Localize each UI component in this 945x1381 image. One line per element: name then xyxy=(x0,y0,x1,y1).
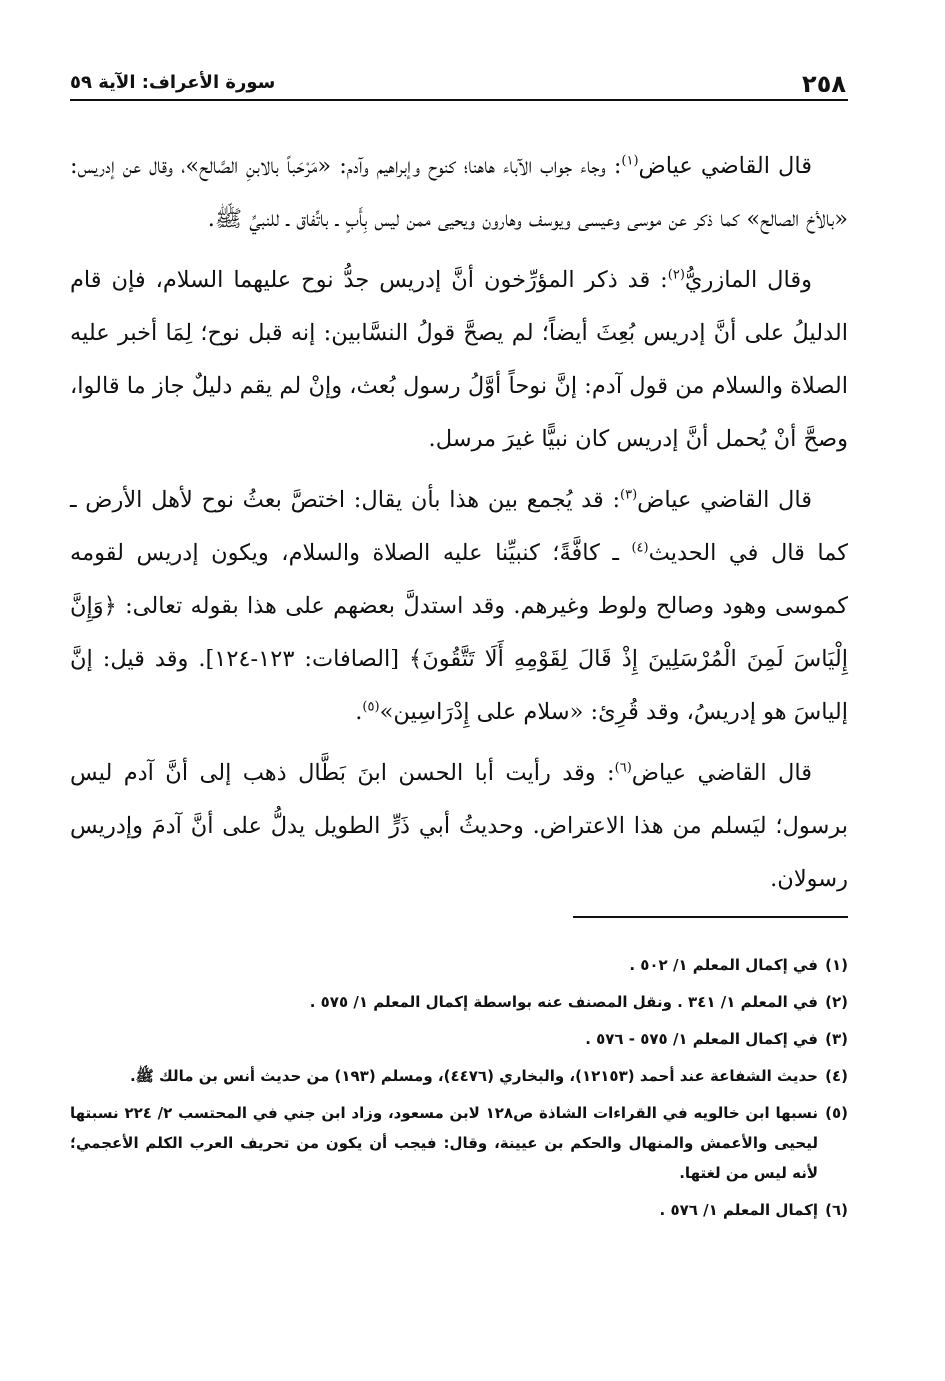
paragraph-2 xyxy=(70,254,848,466)
header-rule xyxy=(70,99,848,101)
footnote-text: في إكمال المعلم ١/ ٥٧٥ - ٥٧٦ . xyxy=(585,1030,818,1048)
footnote-ref: (٢) xyxy=(667,267,685,283)
footnote-text: في إكمال المعلم ١/ ٥٠٢ . xyxy=(629,956,818,974)
running-head: سورة الأعراف: الآية ٥٩ xyxy=(70,72,276,93)
footnote-ref: (٦) xyxy=(614,760,632,776)
paragraph-4 xyxy=(70,747,848,906)
footnote xyxy=(70,1195,848,1225)
paragraph-1 xyxy=(70,140,848,246)
page-number: ٢٥٨ xyxy=(802,70,846,98)
text-run: ـ كافَّةً؛ كنبيِّنا عليه الصلاة والسلام، ويكون إدريس لقومه كموسى وهود وصالح ولوط وغيرهم. وقد استدلَّ بعضهم على هذا بقوله تعالى: ﴿وَإِنَّ إِلْيَاسَ لَمِنَ الْمُرْسَلِينَ إِذْ قَالَ لِقَوْمِهِ أَلَا تَتَّقُونَ﴾ [الصافات: ١٢٣-١٢٤]. وقد قيل: إنَّ إلياسَ هو إدريسُ، وقد قُرِئ: «سلام على إِدْرَاسِين» xyxy=(70,540,848,725)
page-header xyxy=(70,66,848,98)
text-run: : قد يُجمع بين هذا بأن يقال: اختصَّ بعثُ نوح لأهل الأرض ـ كما قال في الحديث xyxy=(70,487,848,566)
text-run: : قد ذكر المؤرِّخون أنَّ إدريس جدُّ نوح عليهما السلام، فإن قام الدليلُ على أنَّ إدريس بُعِثَ أيضاً؛ لم يصحَّ قولُ النسَّابين: إنه قبل نوح؛ لِمَا أخبر عليه الصلاة والسلام من قول آدم: إنَّ نوحاً أوَّلُ رسول بُعث، وإنْ لم يقم دليلٌ جاز ما قالوا، وصحَّ أنْ يُحمل أنَّ إدريس كان نبيًّا غيرَ مرسل. xyxy=(70,267,848,452)
footnote-number: (٦) xyxy=(825,1201,848,1219)
footnote-number: (١) xyxy=(825,956,848,974)
footnote xyxy=(70,1098,848,1188)
text-run: : وجاء جواب الآباء هاهنا؛ كنوح وإبراهيم وآدم: «مَرْحَباً بالابنِ الصَّالح»، وقال عن إدريس: «بالأخ الصالح» كما ذكر عن موسى وعيسى ويوسف وهارون ويحيى ممن ليس بِأَبٍ ـ باتِّفاق ـ للنبيِّ ﷺ. xyxy=(70,153,848,232)
footnote-text: في المعلم ١/ ٣٤١ . ونقل المصنف عنه بواسطة إكمال المعلم ١/ ٥٧٥ . xyxy=(309,993,818,1011)
text-run: قال القاضي عياض xyxy=(638,153,812,179)
footnote-separator xyxy=(573,916,848,918)
footnote xyxy=(70,987,848,1017)
text-run: . xyxy=(355,699,363,725)
paragraph-3 xyxy=(70,474,848,739)
footnote-ref: (١) xyxy=(621,153,639,169)
footnote-number: (٣) xyxy=(825,1030,848,1048)
footnote-ref: (٥) xyxy=(362,699,380,715)
footnotes xyxy=(70,950,848,1232)
text-run: قال القاضي عياض xyxy=(637,487,812,513)
footnote xyxy=(70,1024,848,1054)
footnote xyxy=(70,1061,848,1091)
text-run: : وقد رأيت أبا الحسن ابنَ بَطَّال ذهب إلى أنَّ آدم ليس برسول؛ ليَسلم من هذا الاعتراض. وحديثُ أبي ذَرٍّ الطويل يدلُّ على أنَّ آدمَ وإدريس رسولان. xyxy=(70,760,848,892)
footnote-text: نسبها ابن خالويه في القراءات الشاذة ص١٢٨ لابن مسعود، وزاد ابن جني في المحتسب ٢/ ٢٢٤ نسبتها ليحيى والأعمش والمنهال والحكم بن عيينة، وقال: فيجب أن يكون من تحريف العرب الكلم الأعجمي؛ لأنه ليس من لغتها. xyxy=(70,1104,818,1182)
footnote-number: (٥) xyxy=(825,1104,848,1122)
text-run: قال القاضي عياض xyxy=(631,760,812,786)
footnote-ref: (٣) xyxy=(620,487,638,503)
footnote xyxy=(70,950,848,980)
page xyxy=(70,66,848,1356)
footnote-text: إكمال المعلم ١/ ٥٧٦ . xyxy=(659,1201,818,1219)
footnote-number: (٢) xyxy=(825,993,848,1011)
text-run: وقال المازريُّ xyxy=(684,267,812,293)
footnote-ref: (٤) xyxy=(631,540,649,556)
footnote-text: حديث الشفاعة عند أحمد (١٢١٥٣)، والبخاري (٤٤٧٦)، ومسلم (١٩٣) من حديث أنس بن مالك ﷺ. xyxy=(129,1067,818,1085)
main-text xyxy=(70,140,848,914)
footnote-number: (٤) xyxy=(825,1067,848,1085)
